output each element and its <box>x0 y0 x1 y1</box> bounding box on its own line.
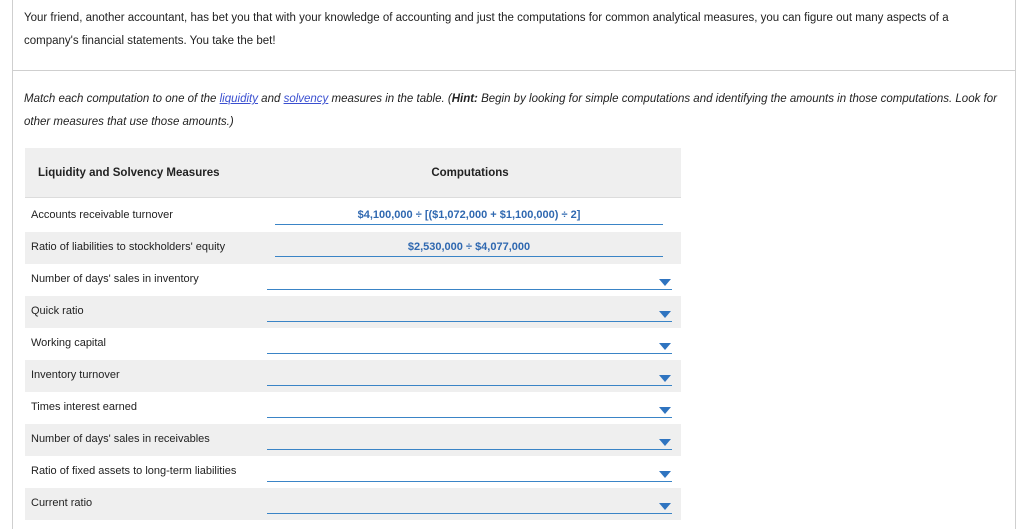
computation-answer[interactable]: $4,100,000 ÷ [($1,072,000 + $1,100,000) ÷ 2] <box>275 200 663 225</box>
instructions-prefix: Match each computation to one of the <box>24 93 220 105</box>
table-row <box>25 360 681 392</box>
measure-label: Ratio of liabilities to stockholders' equity <box>31 241 226 253</box>
computations-column-header: Computations <box>431 167 509 179</box>
measure-label: Number of days' sales in receivables <box>31 433 210 445</box>
triangle-down-icon[interactable] <box>659 471 671 478</box>
table-row <box>25 424 681 456</box>
triangle-down-icon[interactable] <box>659 407 671 414</box>
solvency-link[interactable]: solvency <box>283 93 329 105</box>
computation-dropdown[interactable] <box>267 488 672 514</box>
triangle-down-icon[interactable] <box>659 279 671 286</box>
table-row <box>25 296 681 328</box>
computation-dropdown[interactable] <box>267 360 672 386</box>
computation-dropdown[interactable] <box>267 392 672 418</box>
instructions-middle: measures in the table. ( <box>328 93 452 105</box>
table-row <box>25 456 681 488</box>
table-row <box>25 328 681 360</box>
table-row <box>25 488 681 520</box>
intro-paragraph: Your friend, another accountant, has bet you that with your knowledge of accounting and just the computations for common analytical measures, you can figure out many aspects of a company's financial statements. You take the bet! <box>24 12 949 47</box>
table-row <box>25 200 681 232</box>
measures-table <box>25 148 681 519</box>
computation-dropdown[interactable] <box>267 296 672 322</box>
computation-dropdown[interactable] <box>267 424 672 450</box>
table-header <box>25 148 681 198</box>
section-divider <box>12 70 1016 71</box>
table-row <box>25 264 681 296</box>
measure-label: Inventory turnover <box>31 369 120 381</box>
measure-label: Number of days' sales in inventory <box>31 273 199 285</box>
instructions-rest: Begin by looking for simple computations and identifying the amounts in those computations. Look for other measures that use those amounts.) <box>24 93 997 128</box>
table-row <box>25 392 681 424</box>
measure-label: Accounts receivable turnover <box>31 209 173 221</box>
triangle-down-icon[interactable] <box>659 439 671 446</box>
computation-dropdown[interactable] <box>267 264 672 290</box>
measure-label: Current ratio <box>31 497 93 509</box>
measures-column-header: Liquidity and Solvency Measures <box>38 167 220 179</box>
liquidity-link[interactable]: liquidity <box>219 93 258 105</box>
triangle-down-icon[interactable] <box>659 343 671 350</box>
triangle-down-icon[interactable] <box>659 375 671 382</box>
measure-label: Quick ratio <box>31 305 84 317</box>
computation-dropdown[interactable] <box>267 328 672 354</box>
triangle-down-icon[interactable] <box>659 311 671 318</box>
measure-label: Times interest earned <box>31 401 137 413</box>
hint-label: Hint: <box>451 93 478 105</box>
instructions-paragraph <box>24 88 1009 134</box>
computation-answer[interactable]: $2,530,000 ÷ $4,077,000 <box>275 232 663 257</box>
table-row <box>25 232 681 264</box>
triangle-down-icon[interactable] <box>659 503 671 510</box>
measure-label: Ratio of fixed assets to long-term liabilities <box>31 465 237 477</box>
computation-dropdown[interactable] <box>267 456 672 482</box>
measure-label: Working capital <box>31 337 106 349</box>
instructions-and: and <box>257 93 284 105</box>
